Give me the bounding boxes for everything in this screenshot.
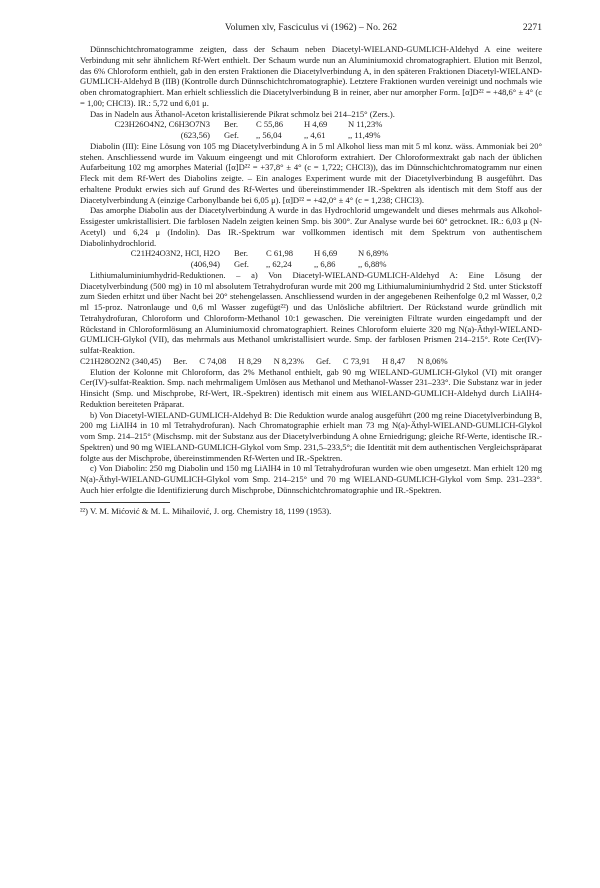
- analysis-gef-n: ,, 11,49%: [348, 130, 381, 140]
- analysis-gef-label: Gef.: [224, 130, 239, 140]
- footnote: ²²) V. M. Mićović & M. L. Mihailović, J. org. Chemistry 18, 1199 (1953).: [80, 505, 332, 516]
- analysis-gef-c: ,, 62,24: [266, 259, 292, 269]
- analysis-gef-h: H 8,47: [382, 355, 406, 366]
- running-header: [80, 22, 542, 34]
- header-journal-volume: Volumen xlv, Fasciculus vi (1962) – No. 262: [224, 22, 398, 33]
- analysis-mw: (623,56): [180, 130, 210, 140]
- analysis-row-glykol: [80, 356, 542, 367]
- analysis-row-picrate-ber: [80, 119, 542, 130]
- analysis-ber-label: Ber.: [234, 248, 249, 259]
- analysis-ber-n: N 6,89%: [358, 248, 389, 259]
- paragraph-picrate: Das in Nadeln aus Äthanol-Aceton kristallisierende Pikrat schmolz bei 214–215° (Zers.).: [90, 108, 395, 119]
- analysis-ber-c: C 61,98: [266, 248, 294, 259]
- paragraph-reduction-b: b) Von Diacetyl-WIELAND-GUMLICH-Aldehyd B: Die Reduktion wurde analog ausgeführt (200 mg reine Diacetylverbindung B, 200 mg LiAlH4 in 10 ml Tetrahydrofuran). Nach Chromatographie erhielt man 73 mg N(a)-Äthyl-WIELAND-GUMLICH-Glykol vom Smp. 214–215° (Mischsmp. mit der Substanz aus der Diacetylverbindung A ohne Erniedrigung; gleiche Rf-Werte, identische IR.-Spektren) und 90 mg WIELAND-GUMLICH-Glykol vom Smp. 231,5–233,5°; die Identität mit dem authentischen Vergleichspräparat folgte aus der Mischprobe, übereinstimmenden Rf-Werten und IR.-Spektren.: [80, 409, 542, 463]
- analysis-ber-h: H 6,69: [314, 248, 338, 259]
- paragraph-lialh4-reduction-a: Lithiumaluminiumhydrid-Reduktionen. – a) Von Diacetyl-WIELAND-GUMLICH-Aldehyd A: Eine Lösung der Diacetylverbindung (500 mg) in 10 ml absolutem Tetrahydrofuran wurde mit 200 mg Lithiumaluminiumhydrid 2 Std. unter Stickstoff zum Sieden erhitzt und über Nacht bei 20° stehengelassen. Anschliessend wurden in der angegebenen Reihenfolge 0,2 ml Wasser, 0,2 ml 15-proz. Natronlauge und 0,6 ml Wasser zugefügt²²) und das Unlösliche abfiltriert. Der Rückstand wurde gründlich mit Tetrahydrofuran, Chloroform und Chloroform-Methanol 10:1 gewaschen. Die vereinigten Filtrate wurden eingedampft und der Rückstand in Chloroformlösung an Aluminiumoxid chromatographiert. Reines Chloroform eluierte 320 mg N(a)-Äthyl-WIELAND-GUMLICH-Glykol (VII), das mehrmals aus Methanol umkristallisiert wurde. Smp. der farblosen Prismen 214–215°. Rote Cer(IV)-sulfat-Reaktion.: [80, 269, 542, 355]
- analysis-formula: C21H24O3N2, HCl, H2O: [130, 248, 220, 259]
- footnote-divider: [80, 502, 170, 503]
- analysis-gef-n: ,, 6,88%: [358, 259, 387, 269]
- analysis-gef-label: Gef.: [315, 355, 331, 366]
- analysis-ber-c: C 74,08: [199, 355, 227, 366]
- analysis-ber-n: N 8,23%: [273, 355, 304, 366]
- analysis-ber-label: Ber.: [173, 355, 188, 366]
- paragraph-elution: Elution der Kolonne mit Chloroform, das 2% Methanol enthielt, gab 90 mg WIELAND-GUMLICH-Glykol (VI) mit oranger Cer(IV)-sulfat-Reaktion. Smp. nach mehrmaligem Umlösen aus Methanol und Methanol-Wasser 231–233°. Die Substanz war in jeder Hinsicht (Smp. und Mischprobe, Rf-Wert, IR.-Spektren) identisch mit einem aus WIELAND-GUMLICH-Aldehyd durch LiAlH4-Reduktion bereiteten Präparat.: [80, 366, 542, 409]
- analysis-ber-n: N 11,23%: [348, 119, 383, 130]
- analysis-formula: C21H28O2N2 (340,45): [80, 355, 162, 366]
- analysis-gef-h: ,, 6,86: [314, 259, 336, 269]
- paragraph-reduction-c: c) Von Diabolin: 250 mg Diabolin und 150 mg LiAlH4 in 10 ml Tetrahydrofuran wurden wie oben umgesetzt. Man erhielt 120 mg N(a)-Äthyl-WIELAND-GUMLICH-Glykol vom Smp. 214–215° und 70 mg WIELAND-GUMLICH-Glykol vom Smp. 231–233°. Auch hier erfolgte die Identifizierung durch Mischprobe, Dünnschichtchromatographie und IR.-Spektren.: [80, 463, 542, 495]
- analysis-row-picrate-gef: [80, 130, 542, 141]
- analysis-mw: (406,94): [190, 259, 220, 269]
- paragraph-chromatography: Dünnschichtchromatogramme zeigten, dass der Schaum neben Diacetyl-WIELAND-GUMLICH-Aldehyd A eine weitere Verbindung mit sehr ähnlichem Rf-Wert enthielt. Der Schaum wurde nun an Aluminiumoxid chromatographiert. Elution mit Benzol, das 6% Chloroform enthielt, gab in den ersten Fraktionen die Diacetylverbindung A, in den späteren Fraktionen Diacetyl-WIELAND-GUMLICH-Aldehyd B (IIB) (Kontrolle durch Dünnschichtchromatographie). Letztere Fraktionen wurden vereinigt und nochmals wie oben chromatographiert. Man erhielt schliesslich die Diacetylverbindung B in reiner, aber nur amorpher Form. [α]D²² = +48,6° ± 4° (c = 1,00; CHCl3). IR.: 5,72 und 6,01 μ.: [80, 44, 542, 108]
- analysis-ber-h: H 8,29: [238, 355, 262, 366]
- analysis-gef-label: Gef.: [234, 259, 249, 269]
- analysis-gef-h: ,, 4,61: [304, 130, 326, 140]
- analysis-row-hydrochloride-ber: [80, 248, 542, 259]
- analysis-formula: C23H26O4N2, C6H3O7N3: [114, 119, 210, 130]
- paragraph-diabolin: Diabolin (III): Eine Lösung von 105 mg Diacetylverbindung A in 5 ml Alkohol liess man mit 5 ml konz. wäss. Ammoniak bei 20° stehen. Anschliessend wurde im Vakuum eingeengt und mit Chloroform extrahiert. Der Chloroformextrakt gab nach der üblichen Aufarbeitung 102 mg amorphes Material ([α]D²² = +37,8° ± 4° (c = 1,722; CHCl3)), das im Dünnschichtchromatogramm nur einen Fleck mit dem Rf-Wert des Diabolins zeigte. – Ein analoges Experiment wurde mit der Diacetylverbindung B ausgeführt. Das erhaltene Produkt erwies sich auf Grund des Rf-Wertes und übereinstimmender IR.-Spektren als identisch mit dem Stoff aus der Diacetylverbindung A (einzige Carbonylbande bei 6,05 μ). [α]D²² = +42,0° ± 4° (c = 1,238; CHCl3).: [80, 140, 542, 205]
- page-number: 2271: [522, 22, 542, 33]
- analysis-row-hydrochloride-gef: [80, 259, 542, 270]
- analysis-gef-c: ,, 56,04: [256, 130, 282, 140]
- analysis-ber-c: C 55,86: [256, 119, 284, 130]
- analysis-gef-n: N 8,06%: [417, 355, 448, 366]
- analysis-ber-label: Ber.: [224, 119, 239, 130]
- analysis-ber-h: H 4,69: [304, 119, 328, 130]
- analysis-gef-c: C 73,91: [342, 355, 370, 366]
- paragraph-hydrochloride: Das amorphe Diabolin aus der Diacetylverbindung A wurde in das Hydrochlorid umgewandelt und dieses mehrmals aus Alkohol-Essigester umkristallisiert. Die farblosen Nadeln zeigten keinen Smp. bis 300°. Zur Analyse wurde bei 60° getrocknet. IR.: 6,03 μ (N-Acetyl) und 6,24 μ (Indolin). Das IR.-Spektrum war vollkommen identisch mit dem Spektrum von authentischem Diabolinhydrochlorid.: [80, 205, 542, 248]
- article-body: [80, 44, 542, 516]
